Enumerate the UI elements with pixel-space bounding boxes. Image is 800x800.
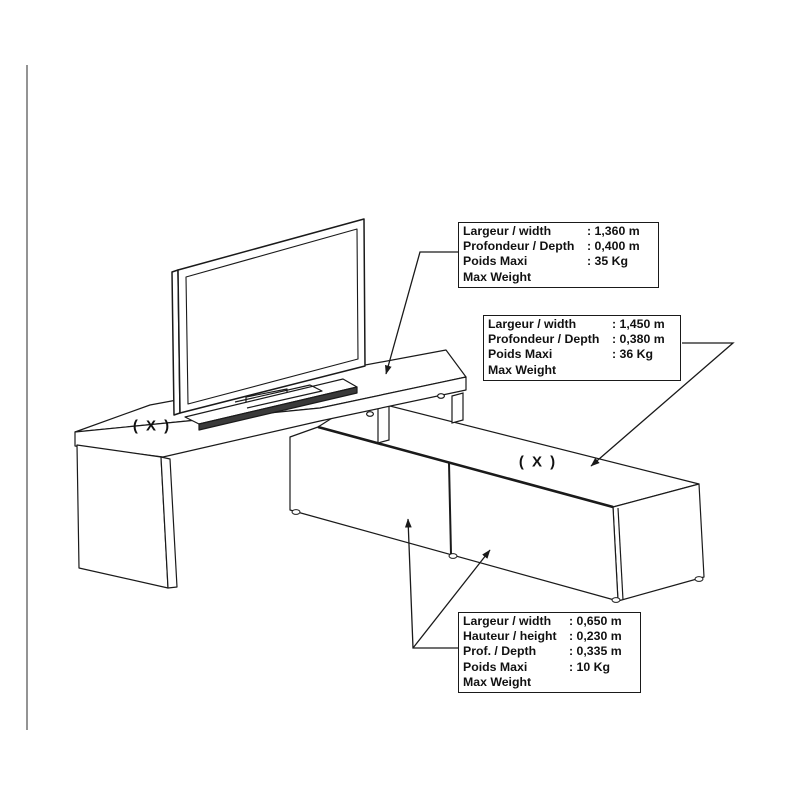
spec-row	[463, 224, 654, 239]
spec-box-drawers	[458, 612, 641, 693]
spec-row	[463, 644, 636, 659]
spec-row	[463, 629, 636, 644]
spec-row	[488, 332, 676, 347]
bench	[290, 399, 704, 602]
connector-cam-right	[438, 394, 445, 399]
desk-leg-panel	[77, 445, 168, 588]
spec-label: Largeur / width	[463, 614, 552, 628]
spec-row	[463, 675, 636, 690]
spec-value: : 0,335 m	[569, 644, 622, 659]
spec-value: : 35 Kg	[587, 254, 628, 269]
spec-value: : 0,400 m	[587, 239, 640, 254]
desk-surface-marker: ( X )	[132, 417, 172, 435]
spec-label: Largeur / width	[488, 317, 577, 331]
spec-label: Profondeur / Depth	[463, 239, 575, 254]
spec-label: Prof. / Depth	[463, 644, 537, 659]
spec-box-bench	[483, 315, 681, 381]
bench-surface-marker: ( X )	[518, 453, 558, 471]
spec-label: Profondeur / Depth	[488, 332, 600, 347]
spec-row	[463, 270, 654, 285]
spec-row	[488, 347, 676, 362]
spec-row	[463, 254, 654, 269]
spec-value: : 0,380 m	[612, 332, 665, 347]
spec-value: : 36 Kg	[612, 347, 653, 362]
spec-box-tv-panel	[458, 222, 659, 288]
spec-label: Max Weight	[488, 362, 557, 377]
spec-value: : 10 Kg	[569, 659, 610, 674]
spec-label: Poids Maxi	[463, 254, 528, 269]
spec-row	[463, 239, 654, 254]
spec-row	[488, 317, 676, 332]
spec-label: Poids Maxi	[488, 347, 553, 362]
spec-label: Max Weight	[463, 674, 532, 689]
spec-row	[488, 363, 676, 378]
spec-value: : 0,650 m	[569, 614, 622, 628]
spec-value: : 0,230 m	[569, 629, 622, 644]
spec-label: Poids Maxi	[463, 659, 528, 674]
spec-label: Hauteur / height	[463, 629, 557, 644]
support-pillar-left	[378, 405, 389, 443]
spec-row	[463, 614, 636, 629]
spec-label: Max Weight	[463, 269, 532, 284]
spec-value: : 1,450 m	[612, 317, 665, 331]
spec-value: : 1,360 m	[587, 224, 640, 238]
connector-cam-left	[367, 412, 374, 417]
spec-row	[463, 660, 636, 675]
spec-label: Largeur / width	[463, 224, 552, 238]
support-pillar-right	[452, 393, 463, 423]
